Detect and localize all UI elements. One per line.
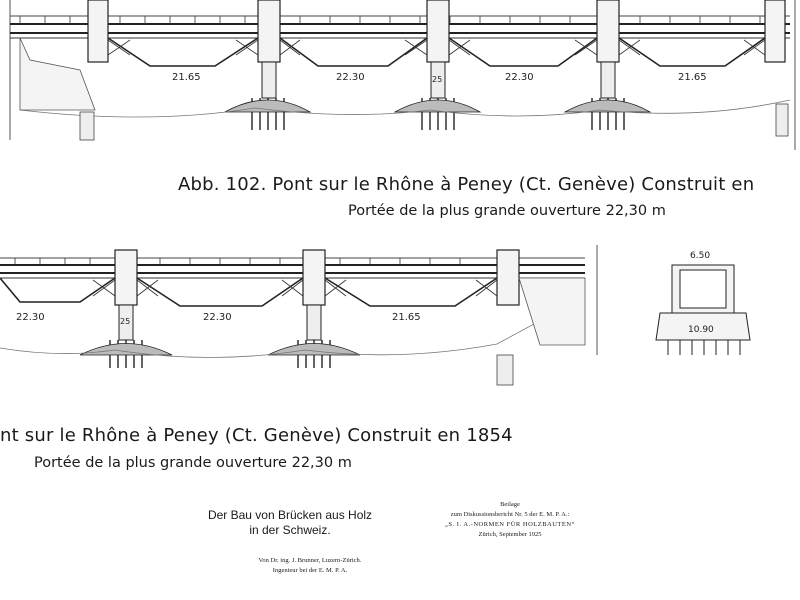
span-label: 21.65 [392, 312, 421, 323]
beilage-line4: Zürich, September 1925 [478, 531, 542, 538]
span-label: 22.30 [505, 72, 534, 83]
book-title-line1: Der Bau von Brücken aus Holz [207, 508, 373, 522]
author-line1: Von Dr. ing. J. Brunner, Luzern-Zürich. [258, 557, 362, 564]
book-title-line2: in der Schweiz. [249, 523, 331, 537]
bottom-caption-title: nt sur le Rhône à Peney (Ct. Genève) Construit en 1854 [0, 425, 513, 446]
footer-book-title [195, 508, 385, 538]
bottom-caption-subtitle: Portée de la plus grande ouverture 22,30 m [34, 455, 352, 471]
footer-beilage [395, 500, 625, 540]
top-bridge-elevation [0, 0, 800, 160]
pier-mark: 25 [432, 75, 443, 84]
pier-mark: 25 [120, 317, 131, 326]
bottom-bridge-elevation [0, 240, 800, 400]
author-line2: Ingenieur bei der E. M. P. A. [272, 567, 348, 574]
section-dim: 6.50 [690, 251, 711, 261]
span-label: 22.30 [336, 72, 365, 83]
section-dim: 10.90 [688, 325, 714, 335]
top-caption-subtitle: Portée de la plus grande ouverture 22,30 m [348, 203, 666, 219]
span-label: 21.65 [172, 72, 201, 83]
span-label: 21.65 [678, 72, 707, 83]
span-label: 22.30 [16, 312, 45, 323]
footer-author [230, 556, 390, 576]
beilage-line2: zum Diskussionsbericht Nr. 5 der E. M. P. A.: [450, 511, 570, 518]
top-caption-title: Abb. 102. Pont sur le Rhône à Peney (Ct. Genève) Construit en [178, 174, 755, 195]
beilage-line1: Beilage [500, 501, 520, 508]
beilage-line3: „S. I. A.-NORMEN FÜR HOLZBAUTEN“ [445, 521, 575, 528]
span-label: 22.30 [203, 312, 232, 323]
